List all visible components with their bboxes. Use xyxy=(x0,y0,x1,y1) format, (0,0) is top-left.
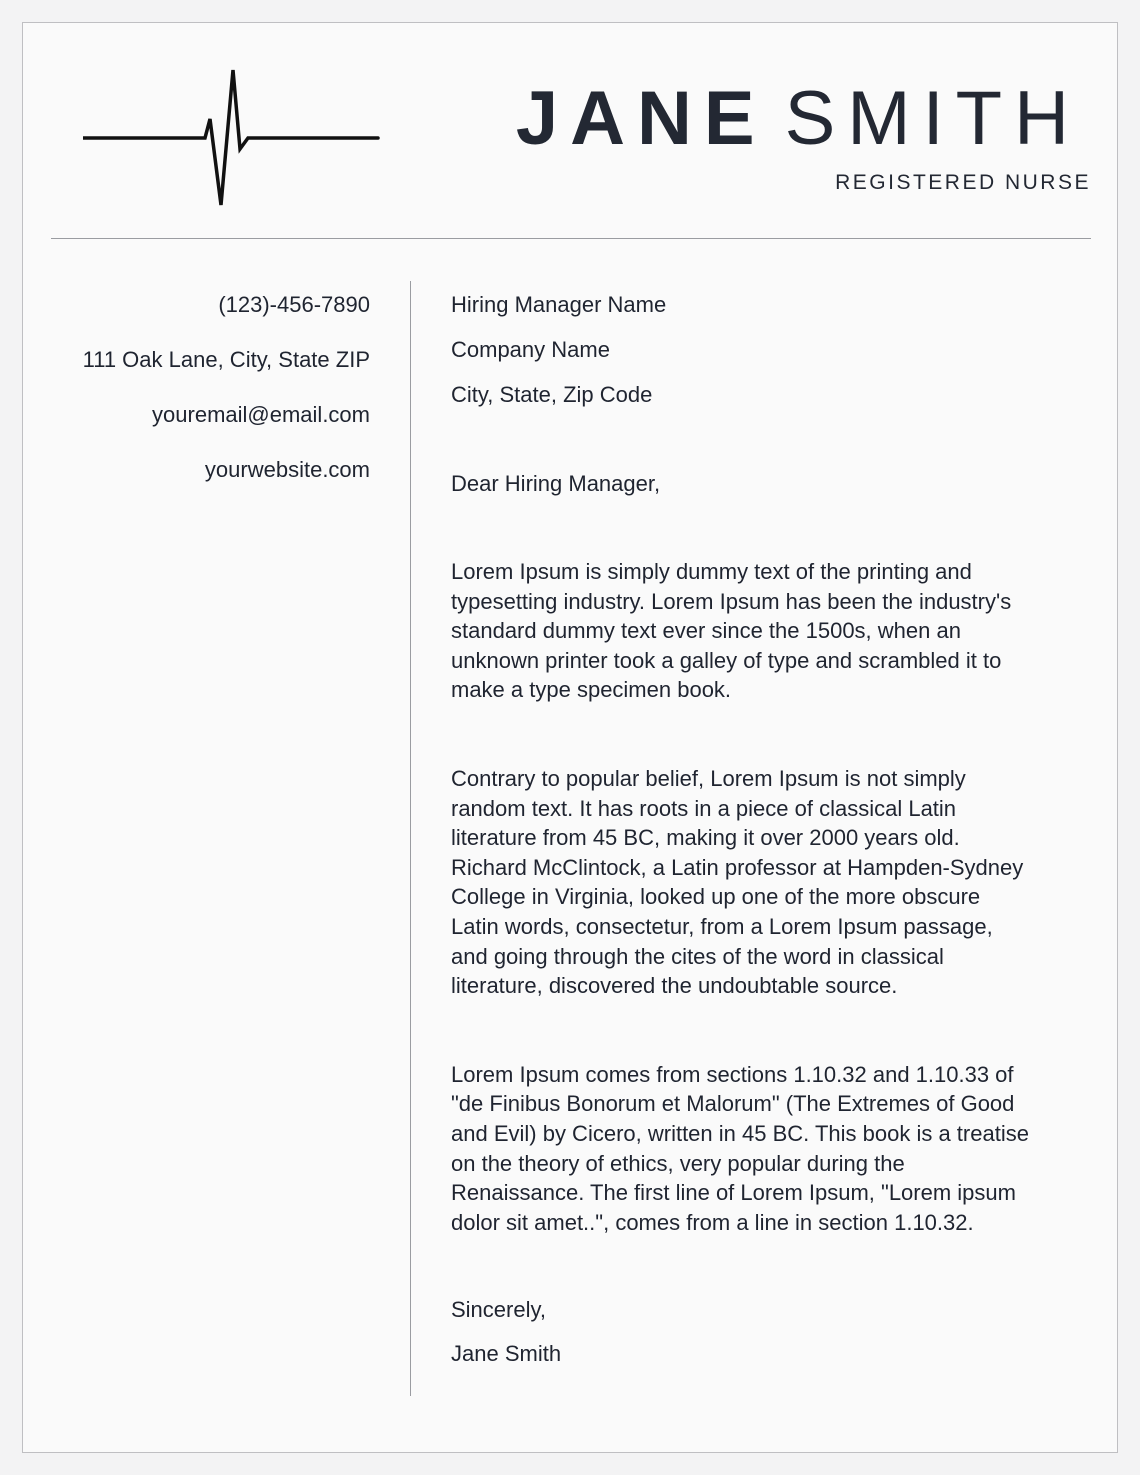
heartbeat-line-icon xyxy=(83,67,383,207)
last-name: SMITH xyxy=(784,76,1081,161)
paragraph-1: Lorem Ipsum is simply dummy text of the printing and typesetting industry. Lorem Ipsum has been the industry's standard dummy text ever since the 1500s, when an unknown printer took a galley of type and scrambled it to make a type specimen book. xyxy=(451,559,1012,703)
contact-address: 111 Oak Lane, City, State ZIP xyxy=(82,347,370,372)
letter-body xyxy=(451,291,1091,1368)
applicant-name xyxy=(515,76,1081,161)
contact-info xyxy=(83,291,370,511)
contact-phone: (123)-456-7890 xyxy=(218,292,370,317)
recipient-name: Hiring Manager Name xyxy=(451,292,667,317)
column-divider xyxy=(410,281,411,1396)
paragraph-3: Lorem Ipsum comes from sections 1.10.32 and 1.10.33 of "de Finibus Bonorum et Malorum" (The Extremes of Good and Evil) by Cicero, written in 45 BC. This book is a treatise on the theory of ethics, very popular during the Renaissance. The first line of Lorem Ipsum, "Lorem ipsum dolor sit amet..", comes from a line in section 1.10.32. xyxy=(451,1061,1029,1235)
letter-page xyxy=(22,22,1118,1453)
signature-name: Jane Smith xyxy=(451,1341,562,1367)
closing: Sincerely, xyxy=(451,1297,546,1323)
paragraph-2: Contrary to popular belief, Lorem Ipsum is not simply random text. It has roots in a piece of classical Latin literature from 45 BC, making it over 2000 years old. Richard McClintock, a Latin professor at Hampden-Sydney College in Virginia, looked up one of the more obscure Latin words, consectetur, from a Lorem Ipsum passage, and going through the cites of the word in classical literature, discovered the undoubtable source. xyxy=(451,765,1024,999)
recipient-city: City, State, Zip Code xyxy=(451,382,653,407)
recipient-company: Company Name xyxy=(451,337,610,362)
contact-website: yourwebsite.com xyxy=(204,457,370,482)
first-name: JANE xyxy=(515,76,767,161)
salutation: Dear Hiring Manager, xyxy=(451,471,661,496)
job-title: REGISTERED NURSE xyxy=(835,171,1091,194)
contact-email: youremail@email.com xyxy=(152,402,370,427)
header-divider xyxy=(51,238,1091,239)
